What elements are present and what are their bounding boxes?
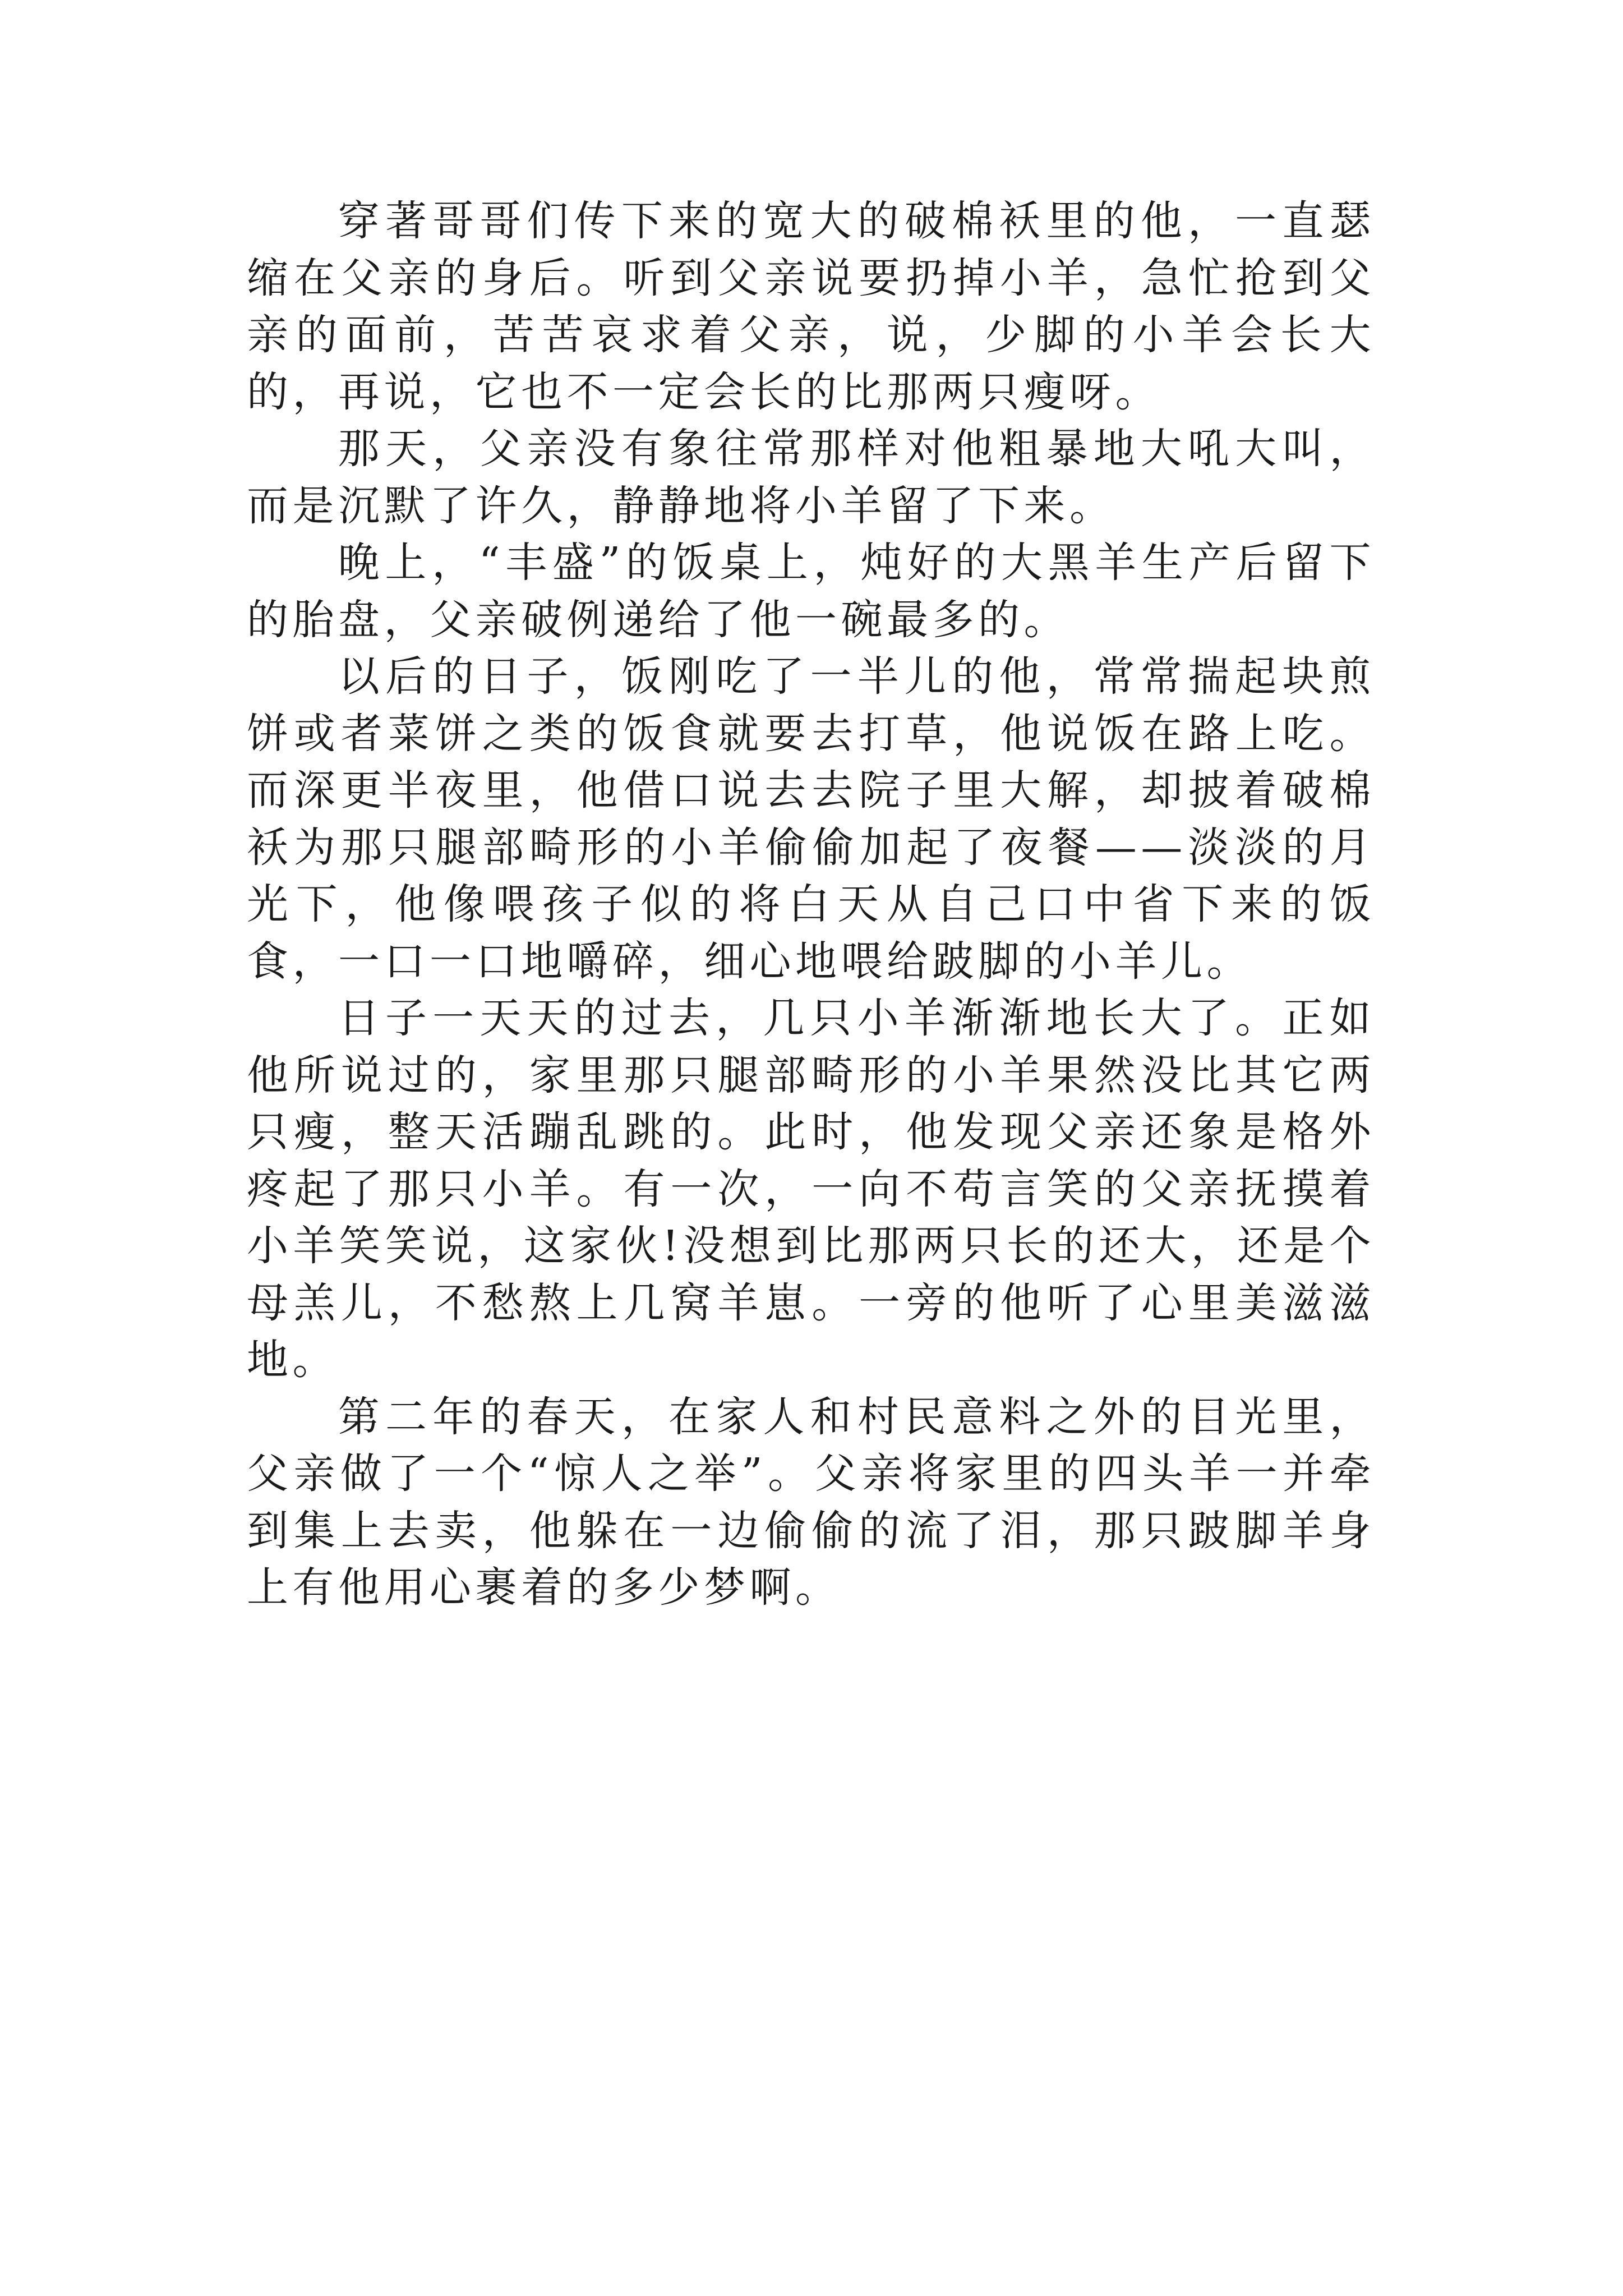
- paragraph-4: 以后的日子，饭刚吃了一半儿的他，常常揣起块煎饼或者菜饼之类的饭食就要去打草，他说饭在路上吃。而深更半夜里，他借口说去去院子里大解，却披着破棉袄为那只腿部畸形的小羊偷偷加起了夜餐——淡淡的月光下，他像喂孩子似的将白天从自己口中省下来的饭食，一口一口地嚼碎，细心地喂给跛脚的小羊儿。: [247, 652, 1375, 986]
- body-text: [247, 193, 1375, 1617]
- paragraph-1: 穿著哥哥们传下来的宽大的破棉袄里的他，一直瑟缩在父亲的身后。听到父亲说要扔掉小羊，急忙抢到父亲的面前，苦苦哀求着父亲，说，少脚的小羊会长大的，再说，它也不一定会长的比那两只瘦呀。: [247, 197, 1375, 416]
- paragraph-3: 晚上，“丰盛”的饭桌上，炖好的大黑羊生产后留下的胎盘，父亲破例递给了他一碗最多的。: [247, 539, 1375, 644]
- paragraph-6: 第二年的春天，在家人和村民意料之外的目光里，父亲做了一个“惊人之举”。父亲将家里的四头羊一并牵到集上去卖，他躲在一边偷偷的流了泪，那只跛脚羊身上有他用心裹着的多少梦啊。: [247, 1392, 1375, 1612]
- paragraph-5: 日子一天天的过去，几只小羊渐渐地长大了。正如他所说过的，家里那只腿部畸形的小羊果然没比其它两只瘦，整天活蹦乱跳的。此时，他发现父亲还象是格外疼起了那只小羊。有一次，一向不苟言笑的父亲抚摸着小羊笑笑说，这家伙!没想到比那两只长的还大，还是个母羔儿，不愁熬上几窝羊崽。一旁的他听了心里美滋滋地。: [247, 994, 1375, 1384]
- paragraph-2: 那天，父亲没有象往常那样对他粗暴地大吼大叫，而是沉默了许久，静静地将小羊留了下来。: [247, 425, 1375, 530]
